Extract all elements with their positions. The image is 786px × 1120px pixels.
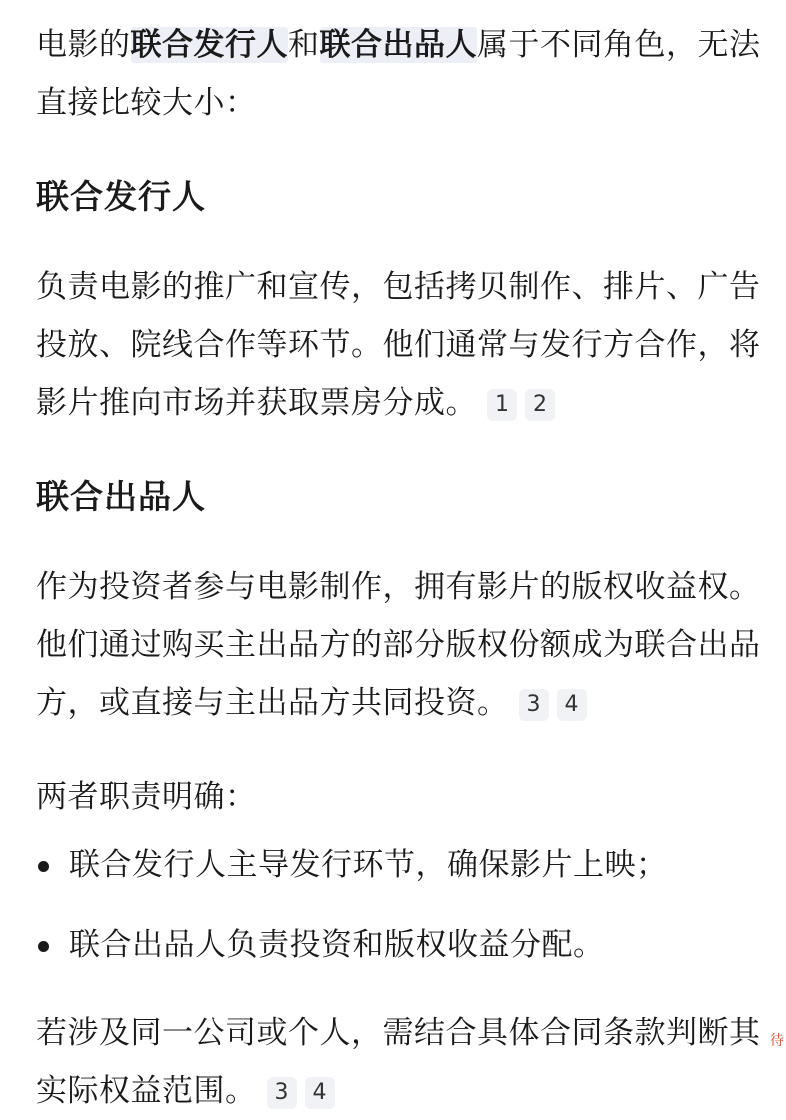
intro-text-3: 属于不同角色，无法直接比较大小：: [36, 27, 761, 121]
summary-list: [36, 836, 771, 974]
section-heading-co-distributor: 联合发行人: [36, 177, 206, 216]
citation-badge[interactable]: 4: [557, 689, 587, 721]
citation-badge[interactable]: 2: [525, 389, 555, 421]
section-body-co-distributor: [36, 258, 771, 432]
citation-badge[interactable]: 1: [487, 389, 517, 421]
answer-content: [36, 16, 771, 1120]
intro-paragraph: [36, 16, 771, 132]
section-body-co-producer: [36, 558, 771, 732]
highlight-term-co-producer: 联合出品人: [319, 27, 477, 63]
intro-text-2: 和: [288, 27, 320, 63]
closing-paragraph: [36, 1004, 771, 1120]
citation-badge[interactable]: 4: [305, 1077, 335, 1109]
citation-badge[interactable]: 3: [267, 1077, 297, 1109]
closing-text: 若涉及同一公司或个人，需结合具体合同条款判断其实际权益范围。: [36, 1015, 761, 1109]
list-item: 联合出品人负责投资和版权收益分配。: [36, 916, 771, 974]
citation-badge[interactable]: 3: [519, 689, 549, 721]
summary-lead: 两者职责明确：: [36, 779, 257, 815]
intro-text-1: 电影的: [36, 27, 131, 63]
section-text: 负责电影的推广和宣传，包括拷贝制作、排片、广告投放、院线合作等环节。他们通常与发行方合作，将影片推向市场并获取票房分成。: [36, 269, 761, 421]
section-text: 作为投资者参与电影制作，拥有影片的版权收益权。他们通过购买主出品方的部分版权份额成为联合出品方，或直接与主出品方共同投资。: [36, 569, 761, 721]
highlight-term-co-distributor: 联合发行人: [130, 27, 288, 63]
list-item: 联合发行人主导发行环节，确保影片上映；: [36, 836, 771, 894]
corner-stamp: 待: [770, 1033, 784, 1049]
section-heading-co-producer: 联合出品人: [36, 477, 206, 516]
